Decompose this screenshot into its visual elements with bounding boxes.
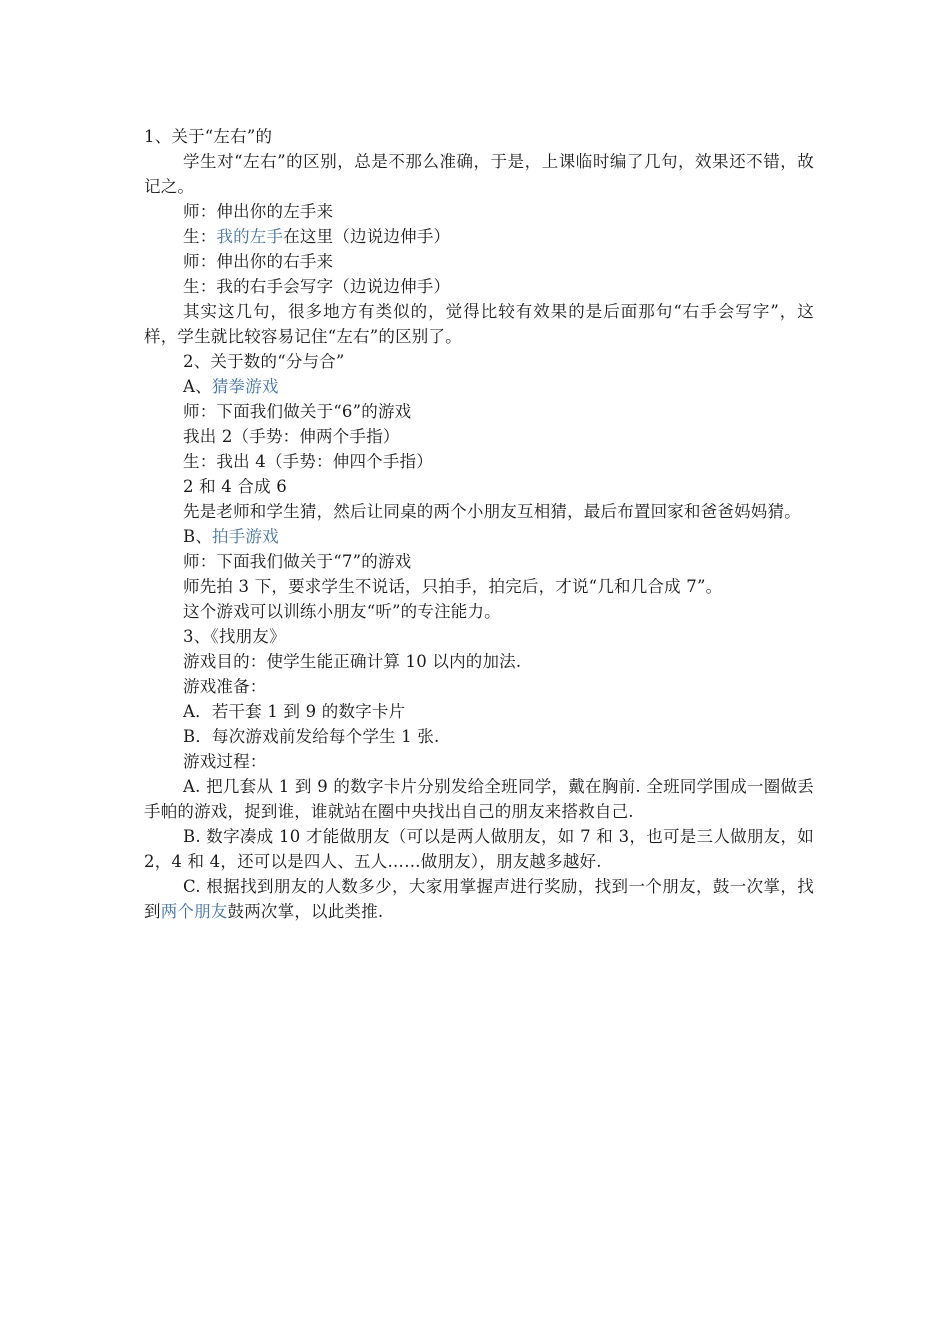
game-line: 我出 2（手势：伸两个手指） [183,427,400,446]
process-suffix: 鼓两次掌，以此类推. [227,902,384,921]
document-body [144,124,814,924]
game-line: 生：我出 4（手势：伸四个手指） [183,452,433,471]
section-3-title: 3、《找朋友》 [183,627,286,646]
subsection-prefix: B、 [183,527,213,546]
process-step: B. 数字凑成 10 才能做朋友（可以是两人做朋友，如 7 和 3，也可是三人做朋友，如 2，4 和 4，还可以是四人、五人……做朋友），朋友越多越好. [144,827,814,871]
section-1-intro: 学生对“左右”的区别，总是不那么准确，于是，上课临时编了几句，效果还不错，故记之。 [144,152,814,196]
game-process-heading: 游戏过程： [183,752,267,771]
link-clapping-game[interactable]: 拍手游戏 [212,527,279,546]
subsection-a-title [144,374,814,399]
subsection-b-title [144,524,814,549]
preparation-item: B．每次游戏前发给每个学生 1 张. [183,727,440,746]
game-preparation-heading: 游戏准备： [183,677,267,696]
dialogue-line: 生：我的右手会写字（边说边伸手） [183,277,451,296]
process-step-with-link [144,874,814,924]
dialogue-line-with-link [144,224,814,249]
section-2-title: 2、关于数的“分与合” [183,352,345,371]
dialogue-suffix: 在这里（边说边伸手） [283,227,451,246]
preparation-item: A．若干套 1 到 9 的数字卡片 [183,702,406,721]
game-line: 师：下面我们做关于“6”的游戏 [183,402,412,421]
dialogue-line: 师：伸出你的左手来 [183,202,334,221]
game-purpose: 游戏目的：使学生能正确计算 10 以内的加法. [183,652,522,671]
section-1-title: 1、关于“左右”的 [144,127,273,146]
link-my-left-hand[interactable]: 我的左手 [216,227,284,246]
game-line: 2 和 4 合成 6 [183,477,287,496]
process-step: A. 把几套从 1 到 9 的数字卡片分别发给全班同学，戴在胸前. 全班同学围成一圈做丢手帕的游戏，捉到谁，谁就站在圈中央找出自己的朋友来搭救自己. [144,777,814,821]
game-line: 师：下面我们做关于“7”的游戏 [183,552,412,571]
dialogue-prefix: 生： [183,227,217,246]
dialogue-line: 师：伸出你的右手来 [183,252,334,271]
subsection-prefix: A、 [183,377,212,396]
game-description: 先是老师和学生猜，然后让同桌的两个小朋友互相猜，最后布置回家和爸爸妈妈猜。 [183,502,801,521]
link-guessing-game[interactable]: 猜拳游戏 [211,377,279,396]
link-two-friends[interactable]: 两个朋友 [160,902,228,921]
game-line: 师先拍 3 下，要求学生不说话，只拍手，拍完后，才说“几和几合成 7”。 [183,577,723,596]
process-prefix: C. 根据找到朋友的人数多少，大家用掌握声进行奖励，找到一个朋友，鼓一次掌，找到 [144,877,814,921]
section-1-summary: 其实这几句，很多地方有类似的，觉得比较有效果的是后面那句“右手会写字”，这样，学生就比较容易记住“左右”的区别了。 [144,302,814,346]
game-line: 这个游戏可以训练小朋友“听”的专注能力。 [183,602,501,621]
